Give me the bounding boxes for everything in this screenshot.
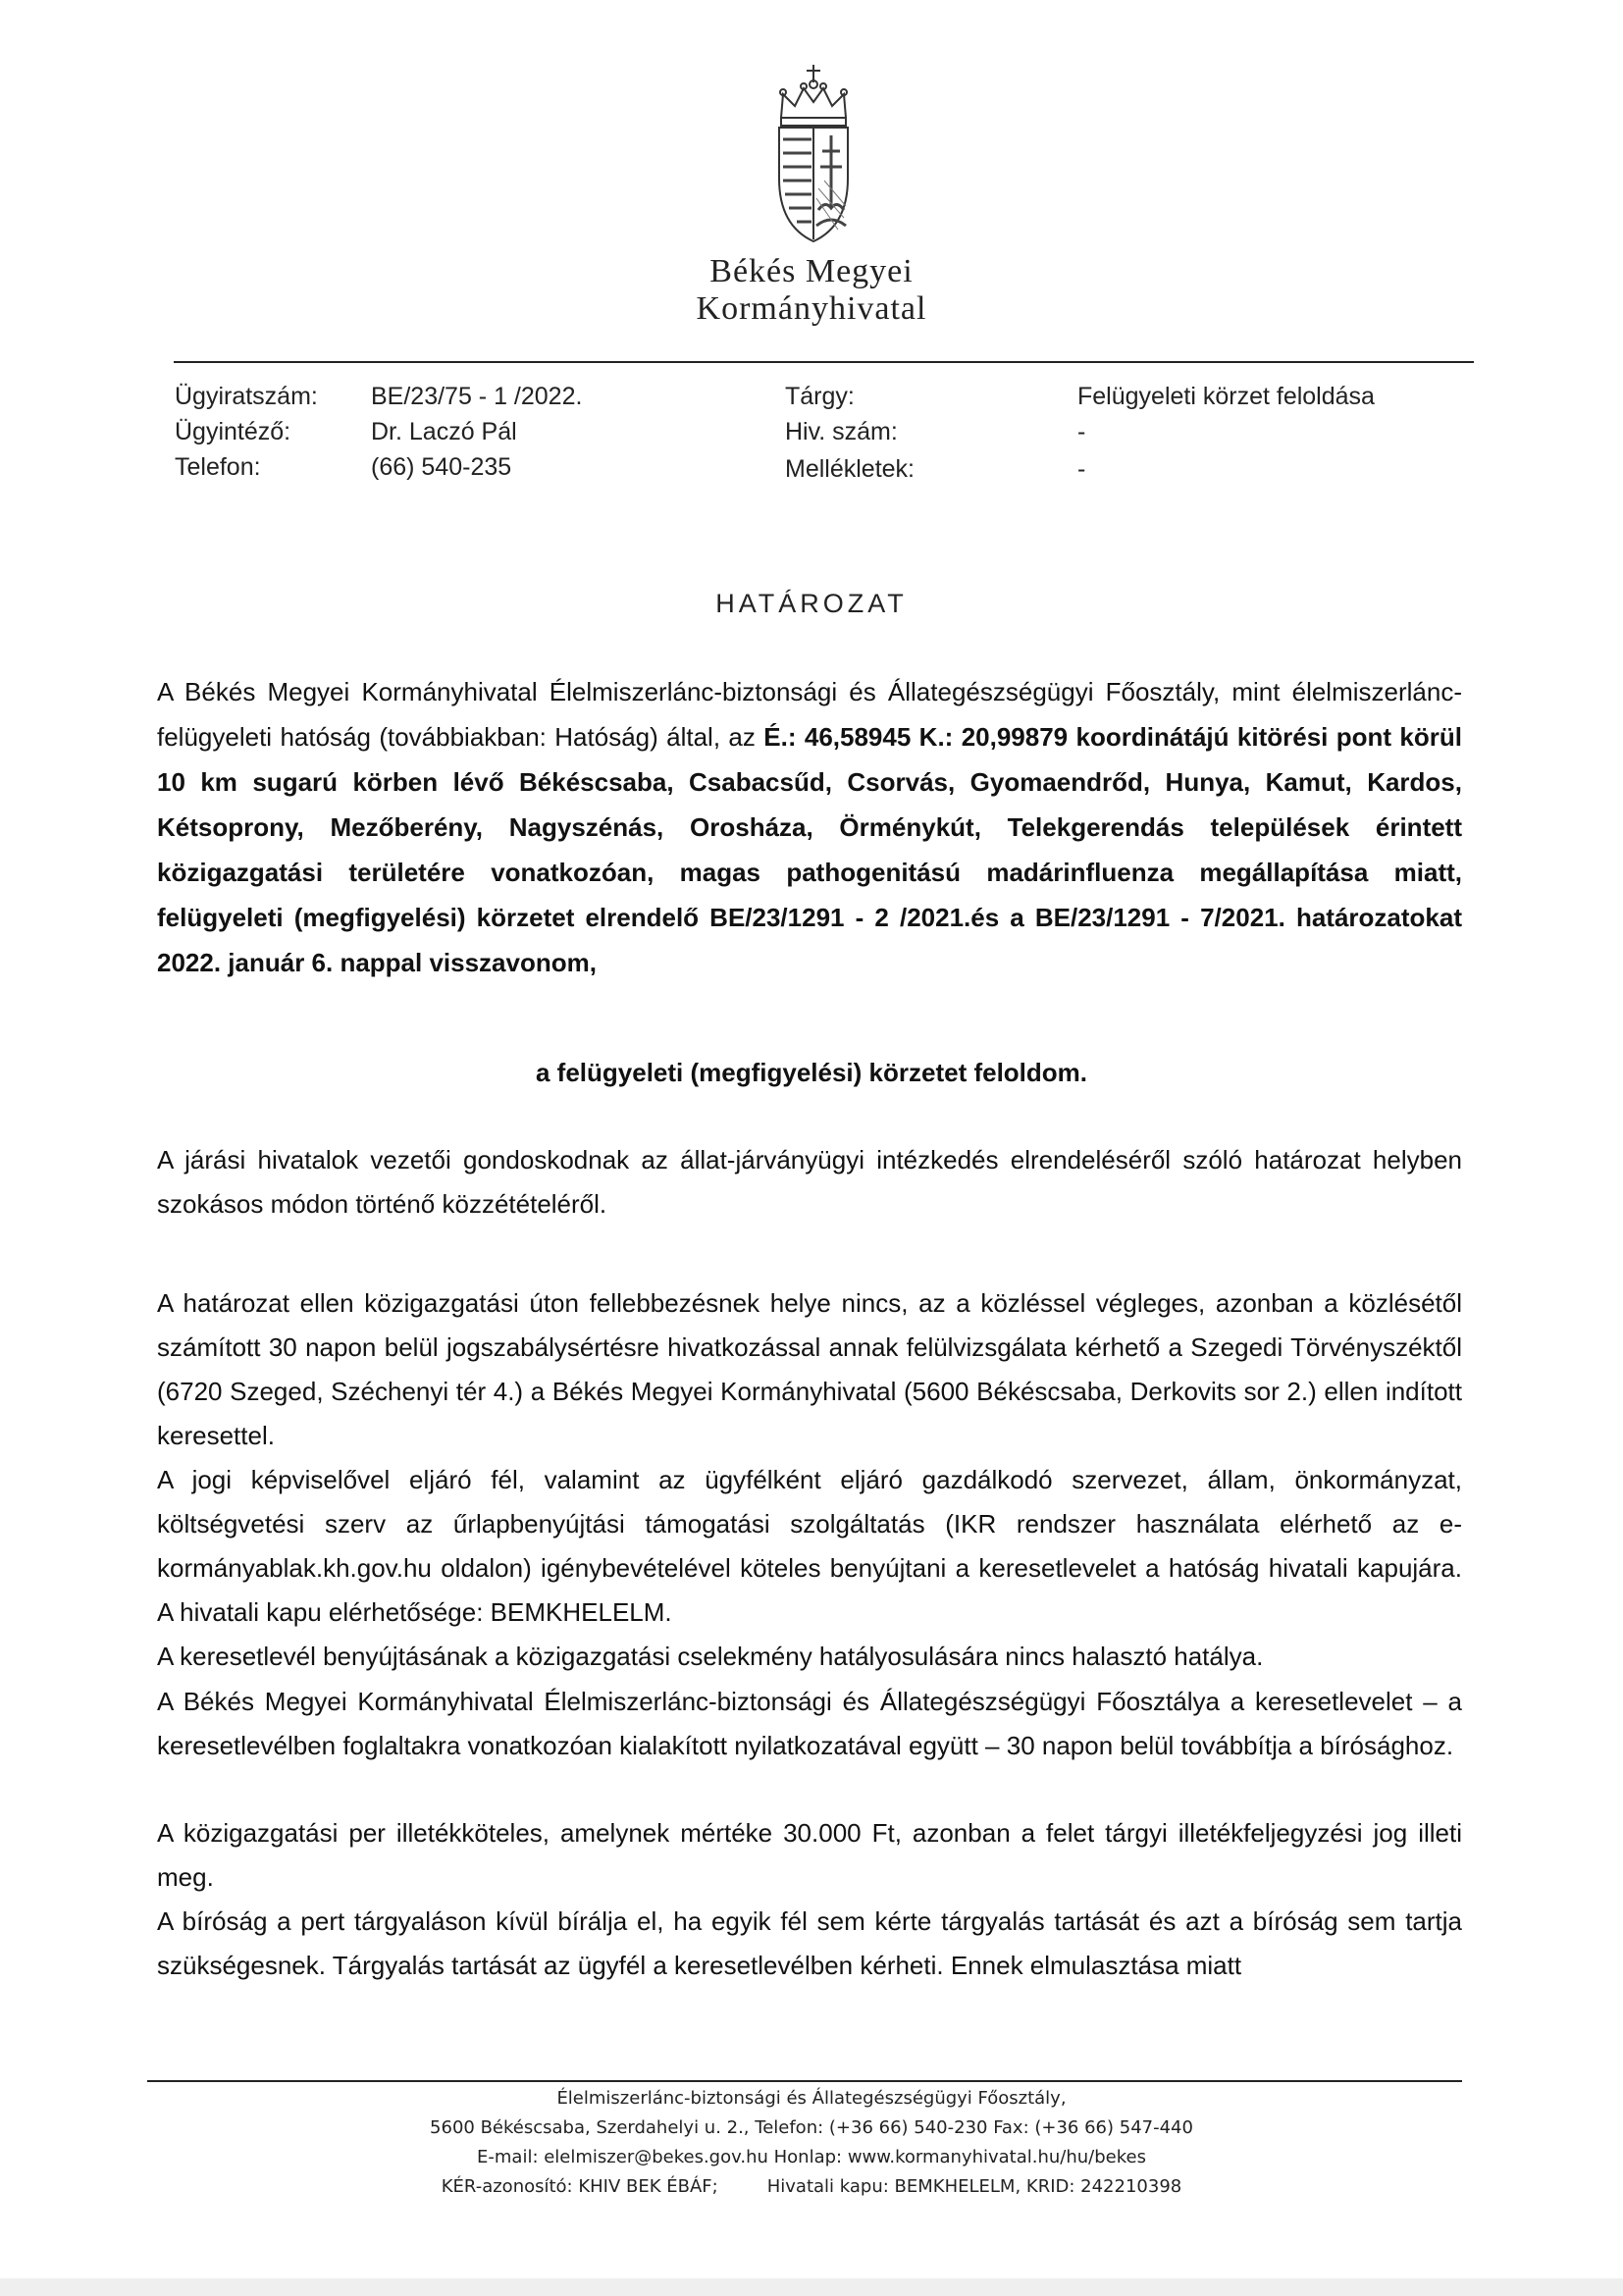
decision-paragraph [157,669,1462,985]
officer-value: Dr. Laczó Pál [371,418,517,445]
reference-value: - [1077,418,1086,445]
organization-name-line2 [0,290,1623,328]
document-title: HATÁROZAT [715,589,908,618]
header-divider [174,361,1474,363]
org-line2-text: Kormányhivatal [696,290,927,327]
footer-contact: E-mail: elelmiszer@bekes.gov.hu Honlap: www.kormanyhivatal.hu/hu/bekes [477,2147,1146,2167]
phone-value: (66) 540-235 [371,453,512,481]
forwarding-paragraph: A Békés Megyei Kormányhivatal Élelmiszerlánc-biztonsági és Állategészségügyi Főosztálya a keresetlevelet – a keresetlevélben foglaltakra vonatkozóan kialakított nyilatkozatával együtt – 30 napon belül továbbítja a bírósághoz. [157,1687,1462,1760]
footer-ker-id: KÉR-azonosító: KHIV BEK ÉBÁF; [441,2176,718,2197]
legal-representation-paragraph: A jogi képviselővel eljáró fél, valamint az ügyfélként eljáró gazdálkodó szervezet, állam, önkormányzat, költségvetési szerv az űrlapbenyújtási támogatási szolgáltatás (IKR rendszer használata elérhető az e-kormányablak.kh.gov.hu oldalon) igénybevételével köteles benyújtani a keresetlevelet a hatóság hivatali kapujára. A hivatali kapu elérhetősége: BEMKHELELM. [157,1465,1462,1627]
appeal-paragraph: A határozat ellen közigazgatási úton fellebbezésnek helye nincs, az a közléssel végleges, azonban a közlésétől számított 30 napon belül jogszabálysértésre hivatkozással annak felülvizsgálata kérhető a Szegedi Törvényszéktől (6720 Szeged, Széchenyi tér 4.) a Békés Megyei Kormányhivatal (5600 Békéscsaba, Derkovits sor 2.) ellen indított keresettel. [157,1288,1462,1450]
decision-statement: a felügyeleti (megfigyelési) körzetet feloldom. [535,1058,1088,1087]
hearing-paragraph: A bíróság a pert tárgyaláson kívül bírálja el, ha egyik fél sem kérte tárgyalás tartását és azt a bíróság sem tartja szükségesnek. Tárgyalás tartását az ügyfél a keresetlevélben kérheti. Ennek elmulasztása miatt [157,1906,1462,1980]
org-line1-text: Békés Megyei [709,253,914,289]
attachments-value: - [1077,455,1086,483]
organization-name-line1 [0,253,1623,290]
officer-label: Ügyintéző: [175,418,291,445]
decision-bold-text: É.: 46,58945 K.: 20,99879 koordinátájú kitörési pont körül 10 km sugarú körben lévő Békéscsaba, Csabacsűd, Csorvás, Gyomaendrőd, Hunya, Kamut, Kardos, Kétsoprony, Mezőberény, Nagyszénás, Orosháza, Örménykút, Telekgerendás települések érintett közigazgatási területére vonatkozóan, magas pathogenitású madárinfluenza megállapítása miatt, felügyeleti (megfigyelési) körzetet elrendelő BE/23/1291 - 2 /2021.és a BE/23/1291 - 7/2021. határozatokat 2022. január 6. nappal visszavonom, [157,722,1462,977]
suspensive-effect-paragraph: A keresetlevél benyújtásának a közigazgatási cselekmény hatályosulására nincs halasztó hatálya. [157,1642,1264,1671]
footer-office-gateway: Hivatali kapu: BEMKHELELM, KRID: 242210398 [766,2176,1182,2197]
attachments-label: Mellékletek: [785,455,915,483]
case-number-value: BE/23/75 - 1 /2022. [371,383,583,410]
case-number-label: Ügyiratszám: [175,383,318,410]
coat-of-arms-icon [769,61,858,247]
footer-divider [147,2080,1462,2082]
footer-address: 5600 Békéscsaba, Szerdahelyi u. 2., Telefon: (+36 66) 540-230 Fax: (+36 66) 547-440 [430,2117,1193,2138]
publication-paragraph: A járási hivatalok vezetői gondoskodnak az állat-járványügyi intézkedés elrendeléséről szóló határozat helyben szokásos módon történő közzétételéről. [157,1145,1462,1219]
court-fee-paragraph: A közigazgatási per illetékköteles, amelynek mértéke 30.000 Ft, azonban a felet tárgyi illetékfeljegyzési jog illeti meg. [157,1818,1462,1892]
phone-label: Telefon: [175,453,261,481]
decision-intro-text: A Békés Megyei Kormányhivatal Élelmiszerlánc-biztonsági és Állategészségügyi Főosztály, mint élelmiszerlánc-felügyeleti hatóság (továbbiakban: Hatóság) által, az [157,677,1462,752]
footer [0,2084,1623,2202]
footer-identifiers [0,2172,1623,2202]
scan-edge [0,2278,1623,2296]
subject-label: Tárgy: [785,383,855,410]
reference-label: Hiv. szám: [785,418,898,445]
footer-department: Élelmiszerlánc-biztonsági és Állategészségügyi Főosztály, [556,2088,1067,2109]
subject-value: Felügyeleti körzet feloldása [1077,383,1375,410]
